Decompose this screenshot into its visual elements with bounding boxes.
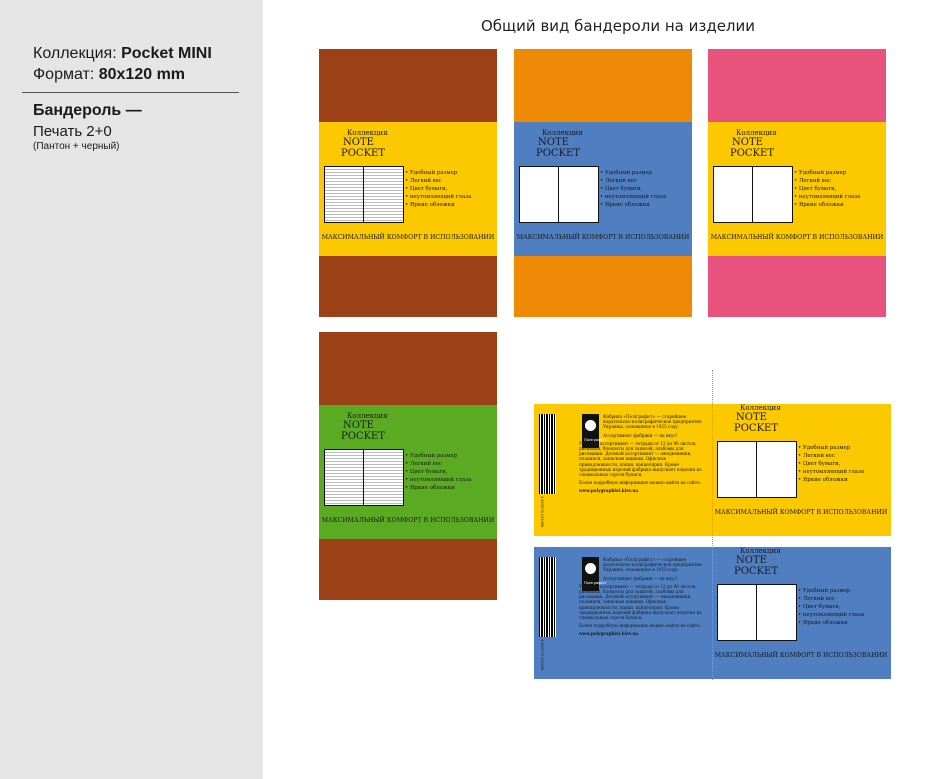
website-text: www.polygraphist.kiev.ua (579, 488, 639, 494)
band-product-name (341, 420, 385, 442)
band-pocket-text: POCKET (734, 566, 779, 577)
page-title: Общий вид бандероли на изделии (481, 17, 756, 35)
band-back-side (534, 547, 712, 679)
band-pocket-text: POCKET (536, 148, 581, 159)
band-note-text: NOTE (732, 137, 763, 148)
feature-item: • неутомляющий глаза (798, 468, 890, 476)
feature-item: • Цвет бумаги, (600, 185, 692, 193)
feature-item: • неутомляющий глаза (798, 611, 890, 619)
notebook-illustration (324, 166, 404, 223)
feature-item: • Цвет бумаги, (405, 185, 497, 193)
print-spec: Печать 2+0 (33, 123, 112, 140)
mockup-book (319, 332, 497, 600)
info-sidebar (0, 0, 263, 779)
band-note-text: NOTE (736, 555, 767, 566)
band-slogan: МАКСИМАЛЬНЫЙ КОМФОРТ В ИСПОЛЬЗОВАНИИ (714, 652, 888, 659)
logo-text: Поліграфіст (584, 437, 607, 442)
format-value: 80x120 mm (98, 66, 186, 83)
band-collection-label: Коллекция (740, 547, 781, 555)
notebook-illustration (713, 166, 793, 223)
feature-list (405, 452, 497, 492)
collection-label: Коллекция: (33, 45, 117, 62)
assortment-heading: Ассортимент фабрики — на вкус! (603, 432, 678, 438)
collection-line (33, 43, 212, 64)
notebook-spine (363, 167, 364, 222)
manufacturer-info (579, 414, 704, 497)
feature-item: • Легкий вес (405, 460, 497, 468)
barcode-image (539, 414, 556, 494)
notebook-spine (752, 167, 753, 222)
feature-item: • Цвет бумаги, (798, 603, 890, 611)
feature-list (794, 169, 886, 209)
feature-item: • Яркие обложки (798, 476, 890, 484)
fold-guide-line (712, 370, 713, 680)
band-note-text: NOTE (343, 137, 374, 148)
format-line (33, 64, 212, 85)
band-slogan: МАКСИМАЛЬНЫЙ КОМФОРТ В ИСПОЛЬЗОВАНИИ (321, 517, 495, 524)
feature-list (405, 169, 497, 209)
feature-item: • неутомляющий глаза (794, 193, 886, 201)
feature-item: • Удобный размер (794, 169, 886, 177)
feature-item: • неутомляющий глаза (405, 193, 497, 201)
feature-item: • Цвет бумаги, (798, 460, 890, 468)
notebook-spine (756, 585, 757, 640)
band-pocket-text: POCKET (734, 423, 779, 434)
notebook-illustration (717, 441, 797, 498)
notebook-spine (558, 167, 559, 222)
band-slogan: МАКСИМАЛЬНЫЙ КОМФОРТ В ИСПОЛЬЗОВАНИИ (321, 234, 495, 241)
feature-item: • неутомляющий глаза (405, 476, 497, 484)
feature-item: • Легкий вес (794, 177, 886, 185)
feature-item: • Легкий вес (798, 595, 890, 603)
band-pocket-text: POCKET (341, 431, 386, 442)
barcode-number: 4 823076 123456 (540, 639, 545, 671)
pantone-note: (Пантон + черный) (33, 141, 120, 152)
band-collection-label: Коллекция (347, 412, 388, 420)
manufacturer-intro: Фабрика «Поліграфіст» — старейшее издательско-полиграфическое предприятие Украины, основанное в 1923 году. (603, 414, 702, 430)
band-note-text: NOTE (343, 420, 374, 431)
band-front-side (712, 397, 890, 529)
feature-item: • Яркие обложки (405, 484, 497, 492)
format-label: Формат: (33, 66, 95, 83)
manufacturer-info (579, 557, 704, 640)
feature-item: • Яркие обложки (794, 201, 886, 209)
feature-item: • Удобный размер (798, 444, 890, 452)
assortment-text: Учебный ассортимент — тетради от 12 до 96 листов, дневники, блокноты для записей, альбомы для рисования. Деловой ассортимент — ежедневники, планинги, записные книжки. Офисные принадлежности, папки, канцелярия. Кроме традиционных изделий фабрика выпускает изделия из специальных сортов бумаги. (579, 583, 702, 621)
feature-item: • Легкий вес (405, 177, 497, 185)
feature-list (600, 169, 692, 209)
band-collection-label: Коллекция (347, 129, 388, 137)
notebook-illustration (717, 584, 797, 641)
feature-item: • Легкий вес (798, 452, 890, 460)
band-product-name (734, 555, 778, 577)
feature-item: • Цвет бумаги, (794, 185, 886, 193)
feature-list (798, 444, 890, 484)
notebook-spine (756, 442, 757, 497)
manufacturer-intro: Фабрика «Поліграфіст» — старейшее издательско-полиграфическое предприятие Украины, основанное в 1923 году. (603, 557, 702, 573)
collection-value: Pocket MINI (121, 45, 212, 62)
feature-item: • Яркие обложки (405, 201, 497, 209)
notebook-illustration (519, 166, 599, 223)
barcode-number: 4 823076 123456 (540, 496, 545, 528)
band-note-text: NOTE (538, 137, 569, 148)
feature-item: • Цвет бумаги, (405, 468, 497, 476)
feature-item: • Легкий вес (600, 177, 692, 185)
feature-item: • Удобный размер (405, 452, 497, 460)
collection-info (33, 43, 212, 85)
band-collection-label: Коллекция (736, 129, 777, 137)
notebook-illustration (324, 449, 404, 506)
band-wrap (319, 405, 497, 539)
band-pocket-text: POCKET (341, 148, 386, 159)
barcode-image (539, 557, 556, 637)
band-slogan: МАКСИМАЛЬНЫЙ КОМФОРТ В ИСПОЛЬЗОВАНИИ (516, 234, 690, 241)
band-title: Бандероль — (33, 102, 142, 119)
sidebar-divider (22, 92, 239, 93)
more-info-text: Более подробную информацию можно найти на сайте: (579, 623, 701, 629)
mockup-book (514, 49, 692, 317)
feature-item: • Удобный размер (405, 169, 497, 177)
notebook-spine (363, 450, 364, 505)
mockup-book (319, 49, 497, 317)
band-wrap (514, 122, 692, 256)
feature-list (798, 587, 890, 627)
band-slogan: МАКСИМАЛЬНЫЙ КОМФОРТ В ИСПОЛЬЗОВАНИИ (710, 234, 884, 241)
feature-item: • Яркие обложки (600, 201, 692, 209)
feature-item: • Удобный размер (600, 169, 692, 177)
band-back-side (534, 404, 712, 536)
mockup-book (708, 49, 886, 317)
band-pocket-text: POCKET (730, 148, 775, 159)
feature-item: • неутомляющий глаза (600, 193, 692, 201)
assortment-text: Учебный ассортимент — тетради от 12 до 96 листов, дневники, блокноты для записей, альбомы для рисования. Деловой ассортимент — ежедневники, планинги, записные книжки. Офисные принадлежности, папки, канцелярия. Кроме традиционных изделий фабрика выпускает изделия из специальных сортов бумаги. (579, 440, 702, 478)
band-collection-label: Коллекция (542, 129, 583, 137)
logo-text: Поліграфіст (584, 580, 607, 585)
band-collection-label: Коллекция (740, 404, 781, 412)
band-product-name (734, 412, 778, 434)
band-wrap (708, 122, 886, 256)
band-note-text: NOTE (736, 412, 767, 423)
band-front-side (712, 540, 890, 672)
band-wrap (319, 122, 497, 256)
band-slogan: МАКСИМАЛЬНЫЙ КОМФОРТ В ИСПОЛЬЗОВАНИИ (714, 509, 888, 516)
band-product-name (536, 137, 580, 159)
assortment-heading: Ассортимент фабрики — на вкус! (603, 575, 678, 581)
feature-item: • Удобный размер (798, 587, 890, 595)
more-info-text: Более подробную информацию можно найти на сайте: (579, 480, 701, 486)
website-text: www.polygraphist.kiev.ua (579, 631, 639, 637)
band-product-name (730, 137, 774, 159)
feature-item: • Яркие обложки (798, 619, 890, 627)
band-product-name (341, 137, 385, 159)
